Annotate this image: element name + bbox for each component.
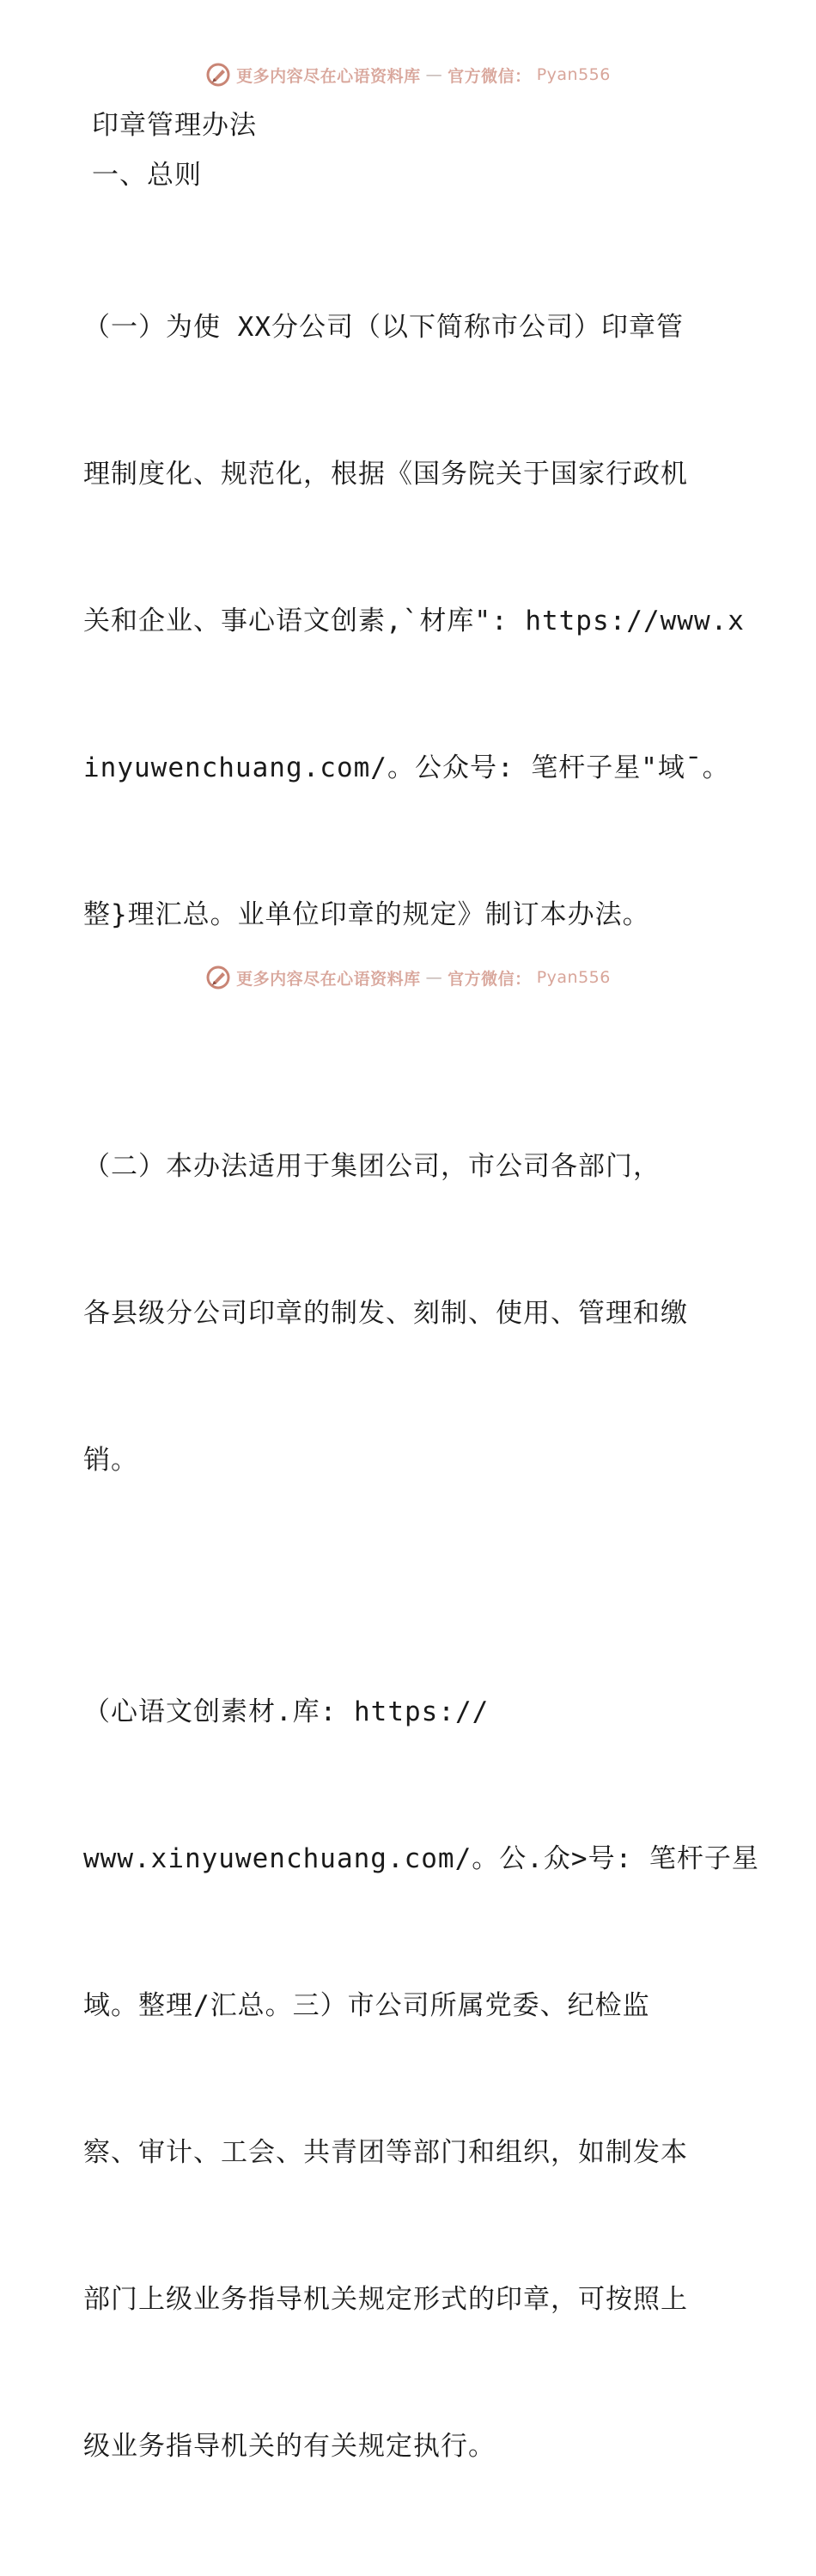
paragraph-line: （二）本办法适用于集团公司，市公司各部门， [83, 1151, 661, 1182]
paragraph-line: 理制度化、规范化，根据《国务院关于国家行政机 [83, 459, 688, 490]
paragraph-line: 整}理汇总。业单位印章的规定》制订本办法。 [83, 899, 650, 930]
pen-logo-icon [205, 62, 231, 88]
paragraph-2 [83, 1044, 736, 1583]
paragraph-line: inyuwenchuang.com/。公众号: 笔杆子星"域¯。 [83, 752, 730, 783]
document-body [83, 101, 759, 2576]
paragraph-line: 部门上级业务指导机关规定形式的印章，可按照上 [83, 2284, 688, 2315]
watermark-separator: — [425, 968, 443, 987]
watermark-brand: 更多内容尽在心语资料库 [236, 969, 421, 989]
document-title: 印章管理办法 [92, 110, 257, 141]
paragraph-line: 级业务指导机关的有关规定执行。 [83, 2431, 496, 2462]
paragraph-line: 域。整理/汇总。三）市公司所属党委、纪检监 [83, 1990, 650, 2021]
footer-watermark [0, 965, 816, 990]
watermark-wechat-id: Pyan556 [536, 65, 611, 84]
watermark-label: 官方微信： [448, 66, 532, 86]
paragraph-line: www.xinyuwenchuang.com/。公.众>号: 笔杆子星 [83, 1843, 759, 1874]
watermark-wechat-id: Pyan556 [536, 968, 611, 987]
paragraph-line: 销。 [83, 1445, 138, 1476]
paragraph-line: 关和企业、事心语文创素,`材库": https://www.x [83, 606, 745, 636]
pen-logo-icon [205, 965, 231, 990]
header-watermark [0, 62, 816, 88]
paragraph-line: （心语文创素材.库: https:// [83, 1696, 490, 1727]
paragraph-line: 察、审计、工会、共青团等部门和组织，如制发本 [83, 2137, 688, 2168]
paragraph-line: （一）为使 XX分公司（以下简称市公司）印章管 [83, 312, 684, 343]
paragraph-3 [83, 1590, 759, 2569]
watermark-brand: 更多内容尽在心语资料库 [236, 66, 421, 86]
section-heading: 一、总则 [92, 160, 202, 191]
paragraph-line: 各县级分公司印章的制发、刻制、使用、管理和缴 [83, 1298, 688, 1329]
watermark-separator: — [425, 65, 443, 84]
watermark-label: 官方微信： [448, 969, 532, 989]
paragraph-1 [83, 205, 745, 1038]
